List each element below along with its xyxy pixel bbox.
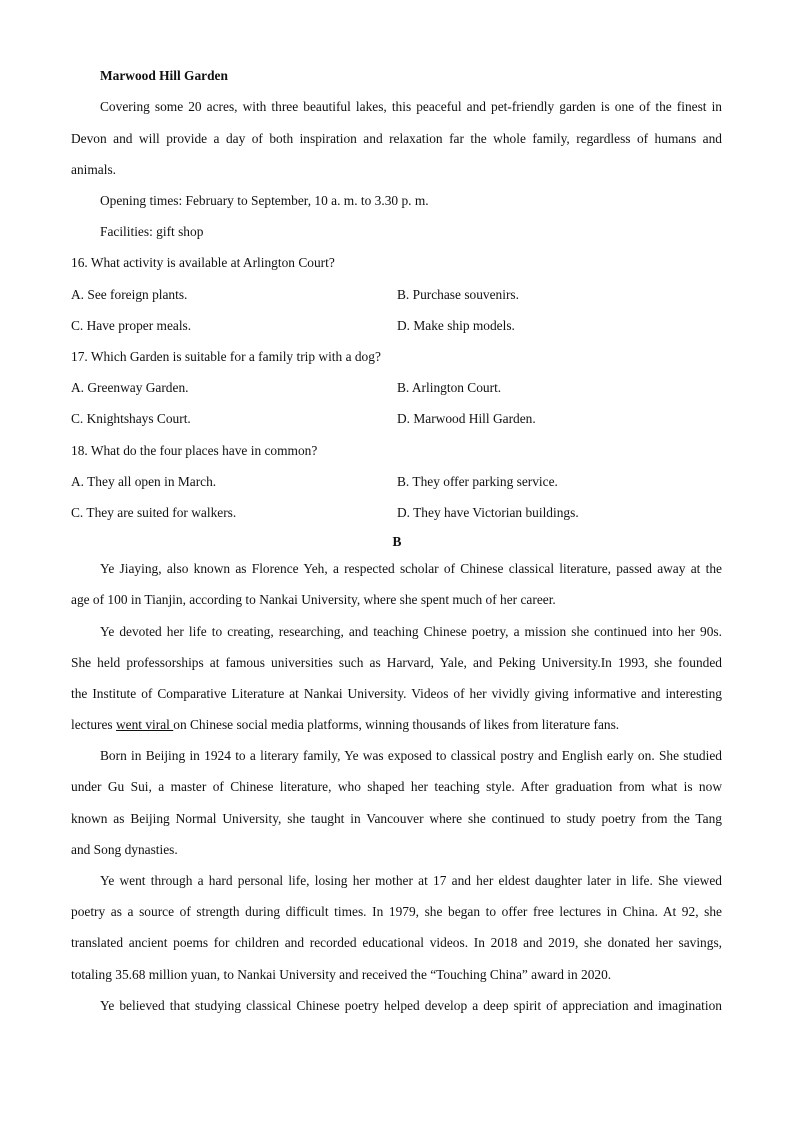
question-stem: 18. What do the four places have in common? — [71, 443, 318, 458]
paragraph-line: poetry as a source of strength during difficult times. In 1979, she began to offer free lectures in China. At 92, she — [71, 904, 722, 919]
answer-option: C. Have proper meals. — [71, 318, 192, 333]
answer-option: D. Make ship models. — [397, 318, 515, 333]
paragraph-line: and Song dynasties. — [71, 842, 178, 857]
opening-times: Opening times: February to September, 10 a. m. to 3.30 p. m. — [100, 193, 429, 208]
paragraph-line — [71, 717, 619, 733]
answer-option: D. They have Victorian buildings. — [397, 505, 579, 520]
paragraph-line: age of 100 in Tianjin, according to Nankai University, where she spent much of her career. — [71, 592, 556, 607]
garden-desc-line: animals. — [71, 162, 116, 177]
paragraph-line: Ye Jiaying, also known as Florence Yeh, a respected scholar of Chinese classical literature, passed away at the — [100, 561, 722, 576]
paragraph-line: Ye believed that studying classical Chinese poetry helped develop a deep spirit of appreciation and imagination — [100, 998, 722, 1013]
answer-option: C. They are suited for walkers. — [71, 505, 237, 520]
answer-option: D. Marwood Hill Garden. — [397, 411, 536, 426]
paragraph-line: known as Beijing Normal University, she taught in Vancouver where she continued to study poetry from the Tang — [71, 811, 722, 826]
garden-heading: Marwood Hill Garden — [100, 68, 228, 83]
underlined-phrase: went viral — [115, 717, 174, 732]
question-stem: 16. What activity is available at Arlington Court? — [71, 255, 335, 270]
paragraph-line: the Institute of Comparative Literature at Nankai University. Videos of her vividly giving informative and interesting — [71, 686, 722, 701]
paragraph-line: She held professorships at famous universities such as Harvard, Yale, and Peking University.In 1993, she founded — [71, 655, 722, 670]
garden-desc-line: Devon and will provide a day of both inspiration and relaxation far the whole family, regardless of humans and — [71, 131, 722, 146]
text-span: on Chinese social media platforms, winning thousands of likes from literature fans. — [173, 717, 620, 732]
paragraph-line: Ye devoted her life to creating, researching, and teaching Chinese poetry, a mission she continued into her 90s. — [100, 624, 722, 639]
paragraph-line: totaling 35.68 million yuan, to Nankai University and received the “Touching China” award in 2020. — [71, 967, 612, 982]
answer-option: B. Purchase souvenirs. — [397, 287, 519, 302]
answer-option: B. Arlington Court. — [397, 380, 502, 395]
facilities: Facilities: gift shop — [100, 224, 204, 239]
paragraph-line: under Gu Sui, a master of Chinese literature, who shaped her teaching style. After graduation from what is now — [71, 779, 722, 794]
paragraph-line: translated ancient poems for children and recorded educational videos. In 2018 and 2019, she donated her savings, — [71, 935, 722, 950]
answer-option: A. They all open in March. — [71, 474, 217, 489]
question-stem: 17. Which Garden is suitable for a family trip with a dog? — [71, 349, 381, 364]
answer-option: C. Knightshays Court. — [71, 411, 191, 426]
text-span: lectures — [71, 717, 116, 732]
answer-option: B. They offer parking service. — [397, 474, 558, 489]
answer-option: A. Greenway Garden. — [71, 380, 189, 395]
garden-desc-line: Covering some 20 acres, with three beautiful lakes, this peaceful and pet-friendly garden is one of the finest in — [100, 99, 722, 114]
paragraph-line: Ye went through a hard personal life, losing her mother at 17 and her eldest daughter later in life. She viewed — [100, 873, 722, 888]
answer-option: A. See foreign plants. — [71, 287, 188, 302]
paragraph-line: Born in Beijing in 1924 to a literary family, Ye was exposed to classical postry and English early on. She studied — [100, 748, 722, 763]
section-label: B — [392, 534, 402, 549]
